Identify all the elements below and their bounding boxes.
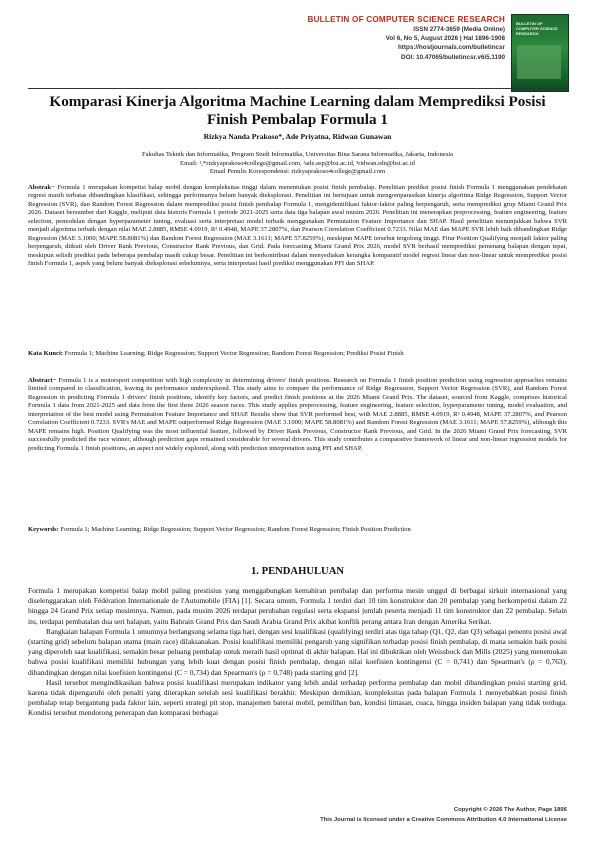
- abstract-text: Formula 1 is a motorsport competition with high complexity in determining drivers' finish positions. Research on Formula 1 finish position prediction using regression approaches remains limited compared to classification, leaving its performance underexplored. This study aims to compare the performance of Ridge Regression, Support Vector Regression (SVR), and Random Forest Regression in predicting Formula 1 drivers' finish positions, identify key factors, and predict finish positions at the 2026 Miami Grand Prix. The dataset, sourced from Kaggle, comprises historical Formula 1 data from 2021-2025 and data from the first three 2026 season races. This study applies preprocessing, feature engineering, feature selection, hyperparameter tuning, model evaluation, and interpretation of the best model using Permutation Feature Importance and SHAP. Results show that SVR performed best, with MAE 2.8885, RMSE 4.0919, R² 0.4948, MAPE 37.2807%, and Pearson Correlation Coefficient 0.7233. SVR's MAE and MAPE outperformed Ridge Regression (MAE 3.1000; MAPE 58.8081%) and Random Forest Regression (MAE 3.1611; MAPE 57.8259%), although this MAPE remains high. Position Qualifying was the most influential feature, followed by Driver Rank Previous, Constructor Rank Previous, and Grid. In the 2026 Miami Grand Prix forecasting, SVR successfully predicted the race winner, although prediction gaps remained considerable for several drivers. This study contributes a comparative framework of linear and non-linear regression models for predicting Formula 1 finish positions, an aspect not widely explored, along with prediction interpretation using PFI and SHAP.: [28, 377, 567, 452]
- journal-url[interactable]: https://hostjournals.com/bulletincsr: [397, 44, 505, 52]
- keywords-english: [28, 526, 567, 534]
- page-footer: [300, 806, 567, 825]
- cover-graphic: [517, 45, 561, 79]
- journal-volume: Vol 6, No 5, August 2026 | Hal 1896-1908: [385, 35, 505, 43]
- footer-license[interactable]: This Journal is licensed under a Creative Commons Attribution 4.0 International License: [320, 816, 567, 823]
- keywords-text: Formula 1; Machine Learning; Ridge Regression; Support Vector Regression; Random Forest Regression; Finish Position Prediction: [60, 526, 411, 533]
- abstract-indonesian: [28, 184, 567, 269]
- journal-name: BULLETIN OF COMPUTER SCIENCE RESEARCH: [307, 15, 505, 24]
- keywords-indonesian: [28, 350, 567, 358]
- section-heading: 1. PENDAHULUAN: [251, 566, 344, 577]
- journal-cover-image: [511, 14, 569, 92]
- keywords-label: Keywords:: [28, 526, 59, 533]
- journal-doi[interactable]: DOI: 10.47065/bulletincsr.v6i5.1190: [401, 53, 505, 61]
- affiliation-corresponding: Email Penulis Korespondensi: rizkyaprakoso4college@gmail.com: [209, 168, 386, 176]
- footer-copyright: Copyright © 2026 The Author, Page 1896: [453, 807, 567, 813]
- paper-title: Komparasi Kinerja Algoritma Machine Learning dalam Memprediksi Posisi Finish Pembalap Formula 1: [49, 93, 546, 128]
- abstrak-label: Abstrak−: [28, 184, 55, 191]
- journal-header: [305, 14, 505, 62]
- abstract-label: Abstract−: [28, 377, 57, 384]
- paper-authors: Rizkya Nanda Prakoso*, Ade Priyatna, Ridwan Gunawan: [203, 132, 392, 141]
- abstract-english: [28, 377, 567, 453]
- journal-issn: ISSN 2774-3659 (Media Online): [413, 26, 505, 33]
- body-text: [28, 586, 567, 719]
- header-divider: [28, 88, 567, 89]
- cover-title: BULLETIN OF COMPUTER SCIENCE RESEARCH: [516, 21, 558, 36]
- affiliation-emails: Email: ¹,*rizkyaprakoso4college@gmail.com, ²ade.asp@bsi.ac.id, ³ridwan.rdn@bsi.ac.id: [180, 159, 415, 167]
- body-paragraph-2: Rangkaian balapan Formula 1 umumnya berlangsung selama tiga hari, dengan sesi kualifikasi (qualifying) terdiri atas tiga tahap (Q1, Q2, dan Q3) sebagai penentu posisi awal (starting grid) sebelum balapan utama (main race) dilaksanakan. Posisi kualifikasi memiliki pengaruh yang signifikan terhadap posisi finish pembalap, di mana semakin baik posisi yang diperoleh saat kualifikasi, semakin besar peluang pembalap untuk meraih hasil optimal di akhir balapan. Hal ini dibuktikan oleh Weissbock dan Mills (2025) yang menemukan bahwa posisi kualifikasi memiliki hubungan yang lebih kuat dengan posisi finish pembalap, dengan nilai koefisien kontingensi (C = 0,741) dan Spearman's (ρ = 0,763), dibandingkan dengan nilai koefisien kontingensi (C = 0,734) dan Spearman's (ρ = 0,748) pada starting grid [2].: [28, 626, 567, 677]
- abstrak-text: Formula 1 merupakan kompetisi balap mobil dengan kompleksitas tinggi dalam menentukan posisi finish pembalap. Penelitian prediksi posisi finish Formula 1 menggunakan pendekatan regresi masih terbatas dibandingkan klasifikasi, sehingga performanya belum banyak dieksplorasi. Penelitian ini bertujuan untuk mengomparasikan kinerja algoritma Ridge Regression, Support Vector Regression (SVR), dan Random Forest Regression dalam memprediksi posisi finish pembalap Formula 1, mengidentifikasi faktor-faktor paling berpengaruh, serta memprediksi grup Miami Grand Prix 2026. Dataset bersumber dari Kaggle, meliputi data historis Formula 1 periode 2021-2025 serta data tiga balapan awal musim 2026. Penelitian ini menerapkan preprocessing, feature engineering, feature selection, pemodelan dengan hyperparameter tuning, evaluasi serta interpretasi model terbaik menggunakan Permutation Feature Importance dan SHAP. Hasil penelitian menunjukkan bahwa SVR menjadi algoritma terbaik dengan nilai MAE 2.8885, RMSE 4.0919, R² 0.4948, MAPE 37.2807%, dan Pearson Correlation Coefficient 0.7233. Nilai MAE dan MAPE SVR lebih baik dibandingkan Ridge Regression (MAE 3.1000; MAPE 58.8081%) dan Random Forest Regression (MAE 3.1611; MAPE 57.8259%), meskipun MAPE tersebut tergolong tinggi. Fitur Position Qualifying menjadi faktor paling berpengaruh, diikuti oleh Driver Rank Previous, Constructor Rank Previous, dan Grid. Pada forecasting Miami Grand Prix 2026, model SVR berhasil memprediksi pemenang balapan dengan tepat, meskipun selisih prediksi pada beberapa pembalap masih cukup besar. Penelitian ini berkontribusi dalam menyediakan kerangka komparatif model regresi linear dan non-linear untuk memprediksi posisi finish Formula 1, aspek yang belum banyak dieksplorasi sebelumnya, serta interpretasi hasil prediksi menggunakan PFI dan SHAP.: [28, 184, 567, 268]
- affiliation-institution: Fakultas Teknik dan Informatika, Program Studi Informatika, Universitas Bina Sarana Informatika, Jakarta, Indonesia: [141, 151, 454, 158]
- kata-kunci-label: Kata Kunci:: [28, 350, 63, 357]
- affiliation-block: [40, 151, 555, 177]
- body-paragraph-1: Formula 1 merupakan kompetisi balap mobil paling prestisius yang menggabungkan kemahiran pembalap dan performa mesin unggul di berbagai sirkuit internasional yang diselenggarakan oleh Fédération Internationale de l'Automobile (FIA) [1]. Secara umum, Formula 1 terdiri dari 10 tim konstruktor dan 20 pembalap yang berkompetisi dalam 22 hingga 24 Grand Prix setiap musimnya. Namun, pada musim 2026 terdapat perubahan regulasi serta ekspansi jumlah peserta menjadi 11 tim konstruktor dan 22 pembalap. Selain itu, terdapat pembatalan dua seri balapan, yaitu Bahrain Grand Prix dan Saudi Arabia Grand Prix akibat konflik perang antara Iran dengan Amerika Serikat.: [28, 586, 567, 626]
- kata-kunci-text: Formula 1; Machine Learning; Ridge Regression; Support Vector Regression; Random Forest Regression; Prediksi Posisi Finish: [64, 350, 404, 357]
- body-paragraph-3: Hasil tersebut mengindikasikan bahwa posisi kualifikasi merupakan indikator yang lebih andal terhadap performa pembalap dan mobil dibandingkan posisi starting grid, karena tidak dipengaruhi oleh penalti yang diterapkan setelah sesi kualifikasi berakhir. Meskipun demikian, kompleksitas pada balapan Formula 1 menyebabkan posisi finish pembalap tetap bergantung pada faktor lain, seperti strategi pit stop, manajemen baterai mobil, pemilihan ban, kondisi lintasan, cuaca, hingga insiden balapan yang tidak terduga. Kondisi tersebut mendorong penerapan dan komparasi berbagai: [28, 677, 567, 718]
